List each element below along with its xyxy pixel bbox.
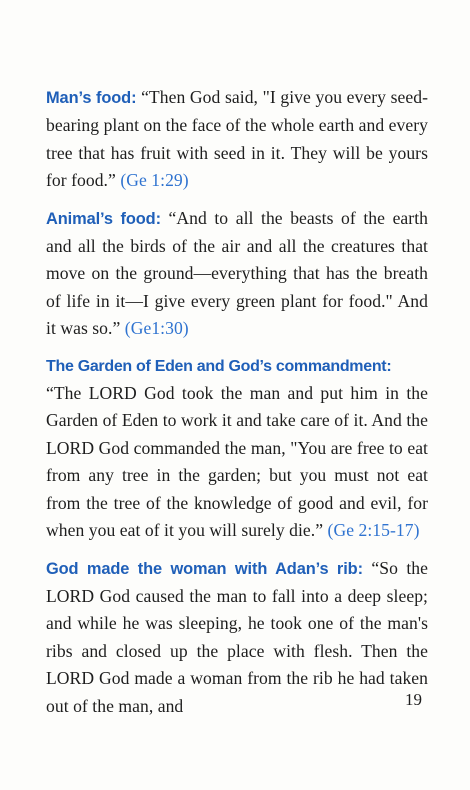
scripture-reference: (Ge 2:15-17) xyxy=(327,520,420,541)
section-heading: Man’s food: xyxy=(46,89,137,107)
section-text: “The LORD God took the man and put him in the Garden of Eden to work it and take care of it. And the LORD God commanded the man, "You are free to eat from any tree in the garden; but you must not eat from the tree of the knowledge of good and evil, for when you eat of it you will surely die.” xyxy=(46,383,428,541)
section-text: “And to all the beasts of the earth and all the birds of the air and all the creatures that move on the ground—everything that has the breath of life in it—I give every green plant for food." And it was so.” xyxy=(46,207,428,339)
section-heading: God made the woman with Adan’s rib: xyxy=(46,559,363,578)
section-text: “Then God said, "I give you every seed-bearing plant on the face of the whole earth and every tree that has fruit with seed in it. They will be yours for food.” xyxy=(46,87,429,191)
section-woman-from-rib xyxy=(46,555,428,720)
page-number: 19 xyxy=(405,690,422,709)
section-heading: Animal’s food: xyxy=(46,209,161,228)
section-garden-of-eden xyxy=(46,353,428,545)
section-mans-food xyxy=(46,84,428,195)
scripture-reference: (Ge 1:29) xyxy=(120,170,189,191)
section-heading: The Garden of Eden and God’s commandment: xyxy=(46,357,392,375)
scripture-reference: (Ge1:30) xyxy=(124,318,189,339)
section-animals-food xyxy=(46,205,428,343)
page-content xyxy=(46,84,428,730)
section-text: “So the LORD God caused the man to fall into a deep sleep; and while he was sleeping, he took one of the man's ribs and closed up the place with flesh. Then the LORD God made a woman from the rib he had taken out of the man, and xyxy=(46,557,429,716)
